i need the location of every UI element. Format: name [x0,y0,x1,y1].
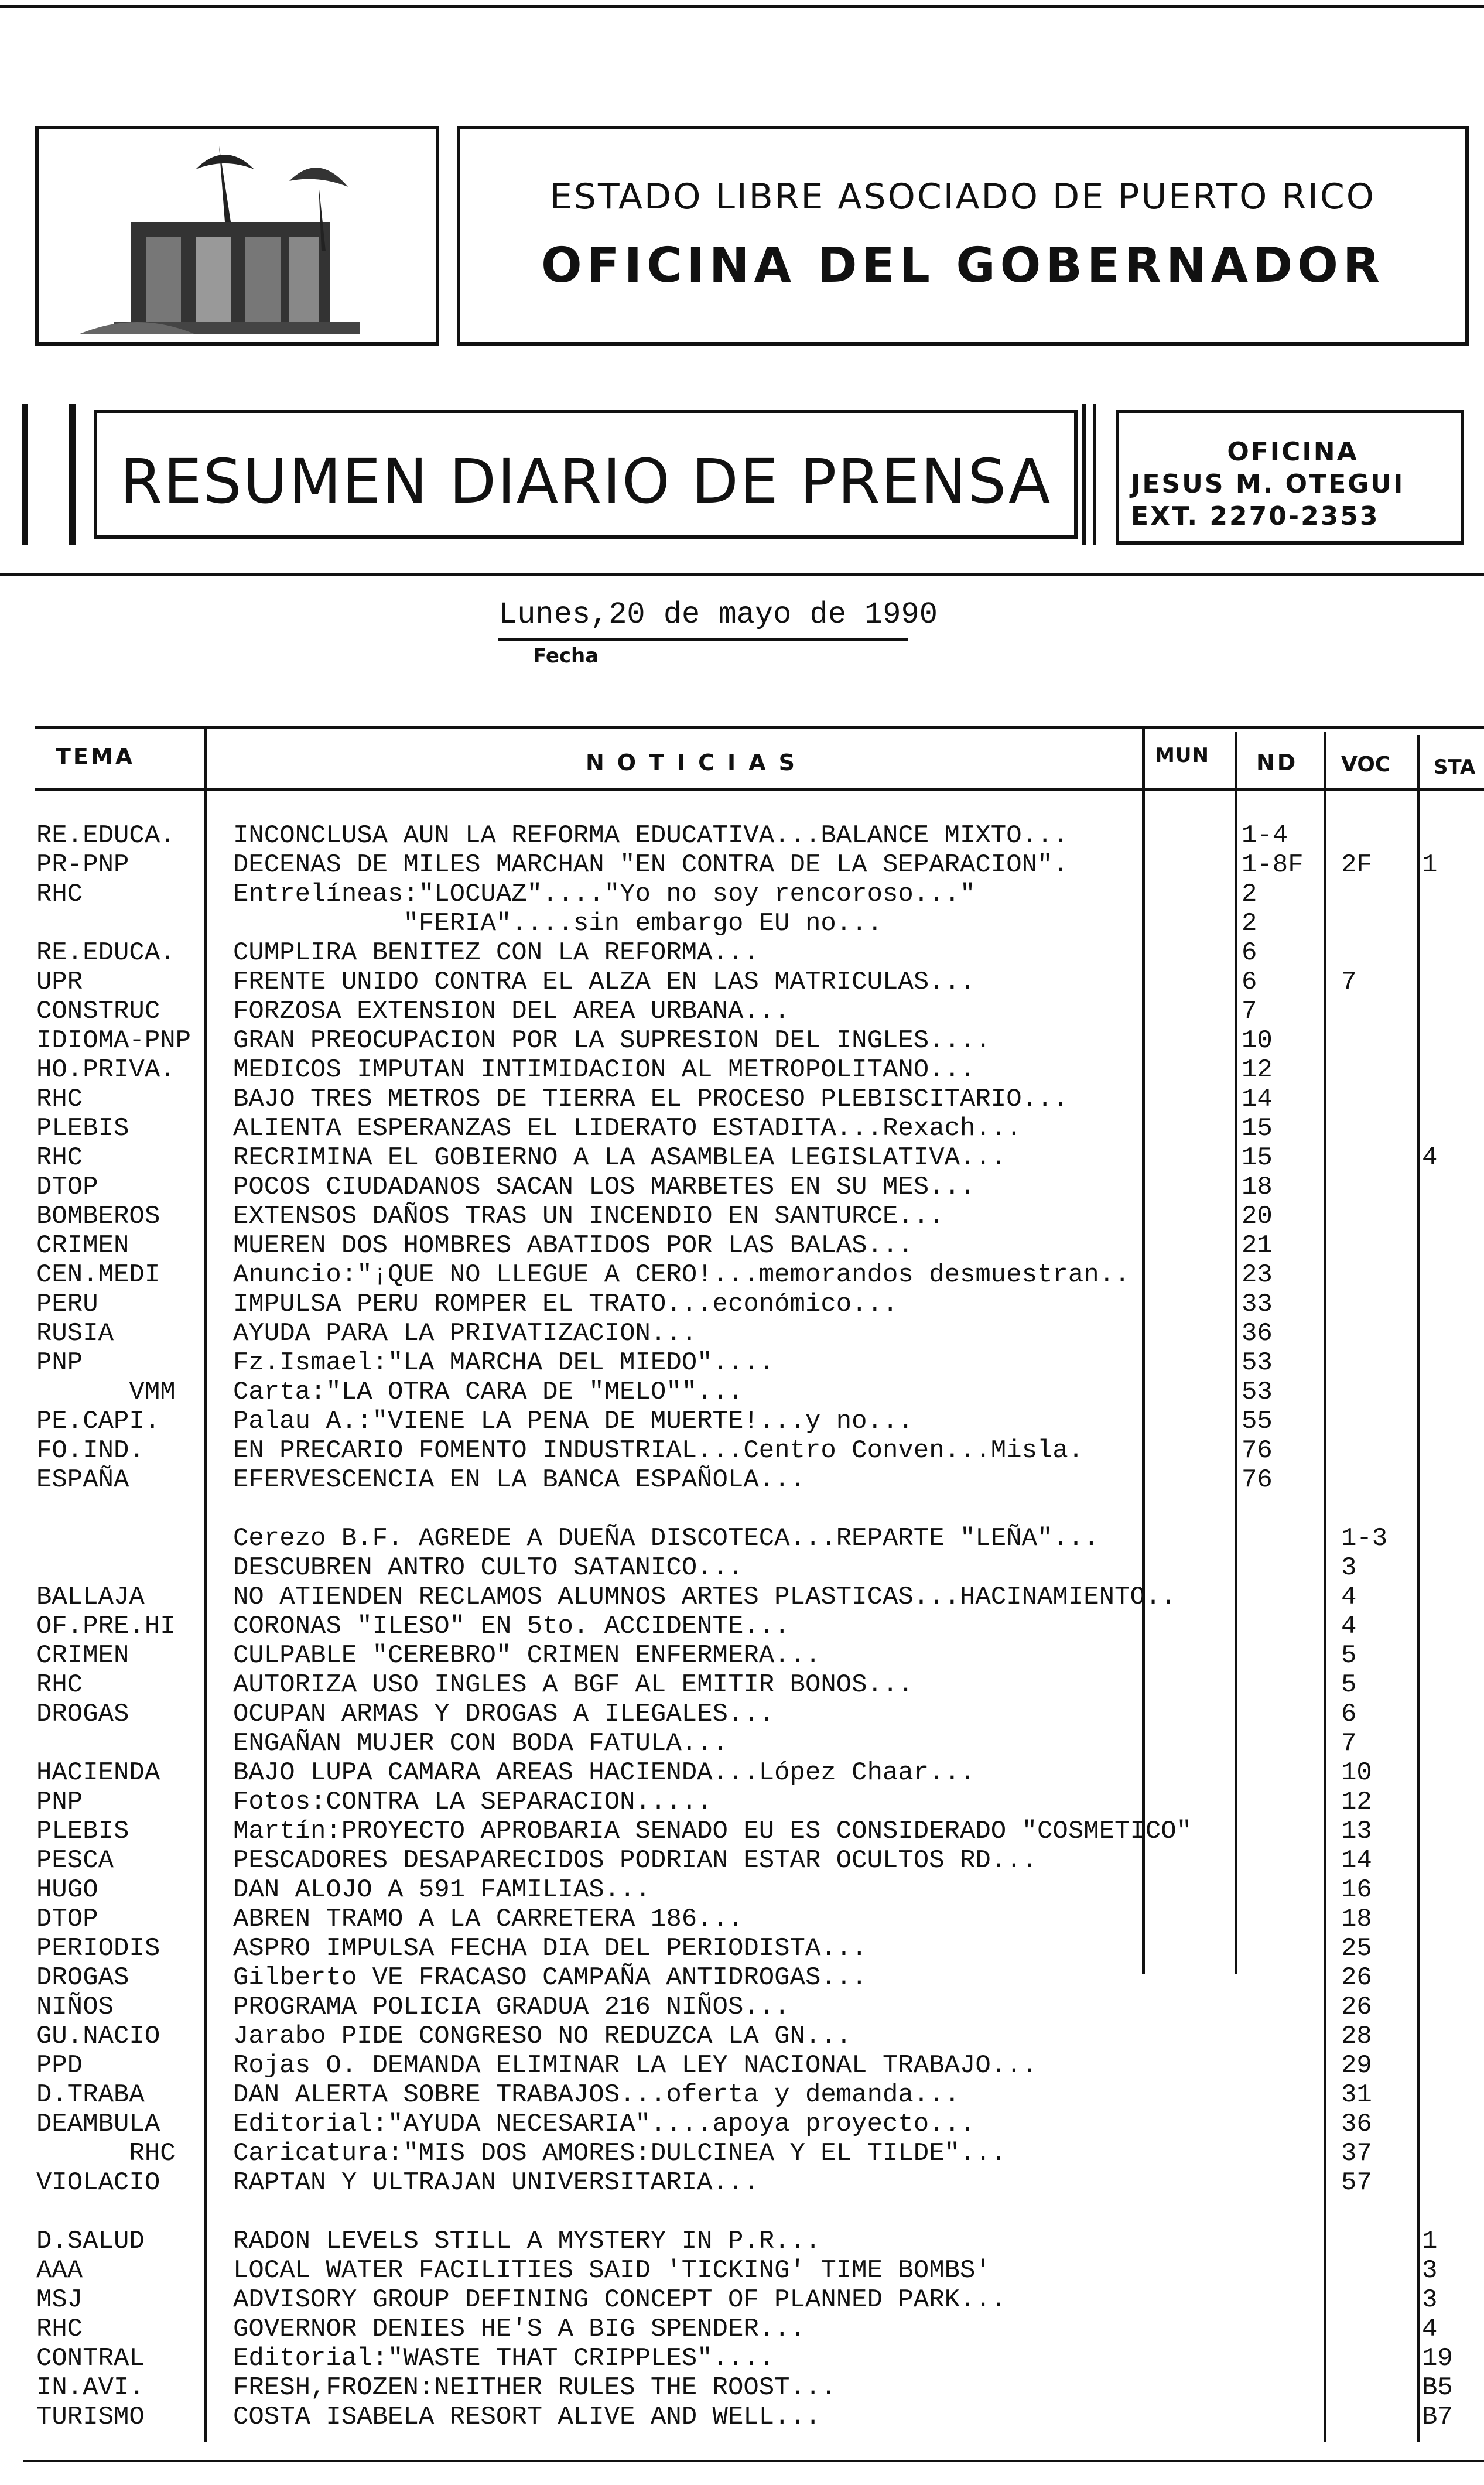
row-noticia: Carta:"LA OTRA CARA DE "MELO""... [233,1377,744,1407]
row-noticia: BAJO TRES METROS DE TIERRA EL PROCESO PLEBISCITARIO... [233,1085,1068,1114]
row-nd: 12 [1242,1055,1273,1085]
row-noticia: MEDICOS IMPUTAN INTIMIDACION AL METROPOLITANO... [233,1055,976,1085]
row-tema: PPD [36,2051,83,2080]
row-nd: 15 [1242,1114,1273,1143]
row-tema: PLEBIS [36,1817,129,1846]
row-voc: 2F [1341,850,1372,880]
row-voc: 4 [1341,1582,1357,1612]
row-tema: CRIMEN [36,1231,129,1260]
contact-ext: EXT. 2270-2353 [1131,501,1380,531]
row-tema: DTOP [36,1905,98,1934]
row-voc: 5 [1341,1670,1357,1700]
row-voc: 57 [1341,2168,1372,2197]
row-tema: RHC [36,1143,83,1173]
row-noticia: FORZOSA EXTENSION DEL AREA URBANA... [233,997,790,1026]
row-tema: PESCA [36,1846,114,1875]
row-noticia: EN PRECARIO FOMENTO INDUSTRIAL...Centro Conven...Misla. [233,1436,1084,1465]
row-noticia: LOCAL WATER FACILITIES SAID 'TICKING' TIME BOMBS' [233,2256,991,2285]
row-nd: 23 [1242,1260,1273,1290]
row-noticia: ADVISORY GROUP DEFINING CONCEPT OF PLANNED PARK... [233,2285,1007,2315]
row-noticia: AUTORIZA USO INGLES A BGF AL EMITIR BONOS... [233,1670,914,1700]
row-nd: 6 [1242,938,1257,968]
row-voc: 13 [1341,1817,1372,1846]
date-value: Lunes,20 de mayo de 1990 [499,597,938,632]
row-noticia: Fz.Ismael:"LA MARCHA DEL MIEDO".... [233,1348,775,1377]
row-tema: NIÑOS [36,1992,114,2022]
row-noticia: MUEREN DOS HOMBRES ABATIDOS POR LAS BALAS... [233,1231,914,1260]
row-tema: OF.PRE.HI [36,1612,176,1641]
oficina-gobernador: OFICINA DEL GOBERNADOR [541,238,1385,293]
row-tema: GU.NACIO [36,2022,160,2051]
row-star: 3 [1422,2285,1438,2315]
row-noticia: CUMPLIRA BENITEZ CON LA REFORMA... [233,938,759,968]
row-tema: RUSIA [36,1319,114,1348]
row-tema: PERU [36,1290,98,1319]
row-noticia: RADON LEVELS STILL A MYSTERY IN P.R... [233,2227,821,2256]
row-tema: FO.IND. [36,1436,145,1465]
col-nd: ND [1256,750,1298,775]
row-tema: RHC [36,1085,83,1114]
row-noticia: POCOS CIUDADANOS SACAN LOS MARBETES EN SU MES... [233,1173,976,1202]
row-noticia: PROGRAMA POLICIA GRADUA 216 NIÑOS... [233,1992,790,2022]
row-star: 4 [1422,2315,1438,2344]
row-noticia: BAJO LUPA CAMARA AREAS HACIENDA...López Chaar... [233,1758,976,1787]
row-nd: 6 [1242,968,1257,997]
row-tema: DROGAS [36,1700,129,1729]
row-voc: 4 [1341,1612,1357,1641]
row-noticia: RAPTAN Y ULTRAJAN UNIVERSITARIA... [233,2168,759,2197]
row-noticia: RECRIMINA EL GOBIERNO A LA ASAMBLEA LEGISLATIVA... [233,1143,1007,1173]
row-tema: RHC [36,2139,176,2168]
estado-line: ESTADO LIBRE ASOCIADO DE PUERTO RICO [550,176,1376,217]
row-noticia: CORONAS "ILESO" EN 5to. ACCIDENTE... [233,1612,790,1641]
row-voc: 12 [1341,1787,1372,1817]
date-label: Fecha [533,644,599,668]
row-tema: PE.CAPI. [36,1407,160,1436]
row-noticia: Editorial:"AYUDA NECESARIA"....apoya proyecto... [233,2110,976,2139]
row-tema: BOMBEROS [36,1202,160,1231]
row-noticia: Editorial:"WASTE THAT CRIPPLES".... [233,2344,775,2373]
row-nd: 20 [1242,1202,1273,1231]
col-tema: TEMA [56,744,135,770]
row-tema: D.TRABA [36,2080,145,2110]
row-tema: MSJ [36,2285,83,2315]
row-noticia: OCUPAN ARMAS Y DROGAS A ILEGALES... [233,1700,775,1729]
row-noticia: Entrelíneas:"LOCUAZ"...."Yo no soy rencoroso..." [233,880,976,909]
row-tema: TURISMO [36,2402,145,2432]
row-star: 1 [1422,850,1438,880]
row-noticia: AYUDA PARA LA PRIVATIZACION... [233,1319,697,1348]
row-voc: 7 [1341,1729,1357,1758]
row-noticia: Caricatura:"MIS DOS AMORES:DULCINEA Y EL TILDE"... [233,2139,1007,2168]
row-tema: UPR [36,968,83,997]
row-nd: 7 [1242,997,1257,1026]
row-nd: 15 [1242,1143,1273,1173]
col-voc: VOC [1341,753,1391,777]
row-voc: 18 [1341,1905,1372,1934]
row-tema: AAA [36,2256,83,2285]
row-voc: 26 [1341,1963,1372,1992]
row-voc: 29 [1341,2051,1372,2080]
row-noticia: DAN ALOJO A 591 FAMILIAS... [233,1875,651,1905]
row-tema: BALLAJA [36,1582,145,1612]
row-tema: ESPAÑA [36,1465,129,1495]
row-noticia: ALIENTA ESPERANZAS EL LIDERATO ESTADITA...Rexach... [233,1114,1022,1143]
row-voc: 36 [1341,2110,1372,2139]
row-voc: 1-3 [1341,1524,1388,1553]
row-voc: 14 [1341,1846,1372,1875]
row-tema: CONSTRUC [36,997,160,1026]
row-noticia: PESCADORES DESAPARECIDOS PODRIAN ESTAR OCULTOS RD... [233,1846,1038,1875]
row-noticia: INCONCLUSA AUN LA REFORMA EDUCATIVA...BALANCE MIXTO... [233,821,1068,850]
row-noticia: "FERIA"....sin embargo EU no... [233,909,883,938]
row-tema: CRIMEN [36,1641,129,1670]
row-tema: PLEBIS [36,1114,129,1143]
row-tema: PERIODIS [36,1934,160,1963]
row-tema: VIOLACIO [36,2168,160,2197]
row-star: 19 [1422,2344,1453,2373]
row-tema: HACIENDA [36,1758,160,1787]
resumen-title: RESUMEN DIARIO DE PRENSA [119,446,1052,517]
row-tema: CONTRAL [36,2344,145,2373]
row-nd: 1-8F [1242,850,1304,880]
row-noticia: EXTENSOS DAÑOS TRAS UN INCENDIO EN SANTURCE... [233,1202,945,1231]
row-voc: 28 [1341,2022,1372,2051]
row-nd: 76 [1242,1436,1273,1465]
row-nd: 2 [1242,909,1257,938]
row-noticia: Fotos:CONTRA LA SEPARACION..... [233,1787,713,1817]
row-noticia: DESCUBREN ANTRO CULTO SATANICO... [233,1553,744,1582]
row-tema: HUGO [36,1875,98,1905]
row-tema: RHC [36,880,83,909]
row-nd: 18 [1242,1173,1273,1202]
row-noticia: EFERVESCENCIA EN LA BANCA ESPAÑOLA... [233,1465,805,1495]
row-voc: 10 [1341,1758,1372,1787]
row-tema: VMM [36,1377,176,1407]
row-nd: 55 [1242,1407,1273,1436]
row-star: 4 [1422,1143,1438,1173]
row-tema: RE.EDUCA. [36,821,176,850]
row-nd: 21 [1242,1231,1273,1260]
row-star: B7 [1422,2402,1453,2432]
row-voc: 3 [1341,1553,1357,1582]
col-noticias: NOTICIAS [586,750,808,775]
col-star: STA [1434,756,1476,779]
row-noticia: NO ATIENDEN RECLAMOS ALUMNOS ARTES PLASTICAS...HACINAMIENTO.. [233,1582,1177,1612]
row-voc: 5 [1341,1641,1357,1670]
row-noticia: ENGAÑAN MUJER CON BODA FATULA... [233,1729,728,1758]
row-voc: 26 [1341,1992,1372,2022]
row-noticia: IMPULSA PERU ROMPER EL TRATO...económico... [233,1290,898,1319]
row-noticia: ABREN TRAMO A LA CARRETERA 186... [233,1905,744,1934]
row-noticia: Gilberto VE FRACASO CAMPAÑA ANTIDROGAS... [233,1963,867,1992]
row-nd: 2 [1242,880,1257,909]
row-noticia: FRESH,FROZEN:NEITHER RULES THE ROOST... [233,2373,836,2402]
row-voc: 7 [1341,968,1357,997]
row-noticia: GOVERNOR DENIES HE'S A BIG SPENDER... [233,2315,805,2344]
row-noticia: COSTA ISABELA RESORT ALIVE AND WELL... [233,2402,821,2432]
row-voc: 37 [1341,2139,1372,2168]
row-tema: PR-PNP [36,850,129,880]
row-tema: CEN.MEDI [36,1260,160,1290]
row-star: 1 [1422,2227,1438,2256]
row-nd: 1-4 [1242,821,1288,850]
row-tema: PNP [36,1787,83,1817]
row-tema: IDIOMA-PNP [36,1026,192,1055]
row-nd: 33 [1242,1290,1273,1319]
row-noticia: CULPABLE "CEREBRO" CRIMEN ENFERMERA... [233,1641,821,1670]
contact-name: JESUS M. OTEGUI [1131,469,1405,499]
row-noticia: Anuncio:"¡QUE NO LLEGUE A CERO!...memorandos desmuestran.. [233,1260,1130,1290]
row-voc: 31 [1341,2080,1372,2110]
row-tema: PNP [36,1348,83,1377]
row-noticia: DECENAS DE MILES MARCHAN "EN CONTRA DE LA SEPARACION". [233,850,1068,880]
row-tema: DTOP [36,1173,98,1202]
row-tema: HO.PRIVA. [36,1055,176,1085]
row-nd: 53 [1242,1377,1273,1407]
row-noticia: GRAN PREOCUPACION POR LA SUPRESION DEL INGLES.... [233,1026,991,1055]
row-noticia: FRENTE UNIDO CONTRA EL ALZA EN LAS MATRICULAS... [233,968,976,997]
row-noticia: Palau A.:"VIENE LA PENA DE MUERTE!...y no... [233,1407,914,1436]
row-tema: D.SALUD [36,2227,145,2256]
row-star: 3 [1422,2256,1438,2285]
row-noticia: Jarabo PIDE CONGRESO NO REDUZCA LA GN... [233,2022,852,2051]
row-tema: IN.AVI. [36,2373,145,2402]
row-tema: RHC [36,1670,83,1700]
row-noticia: Cerezo B.F. AGREDE A DUEÑA DISCOTECA...REPARTE "LEÑA"... [233,1524,1099,1553]
row-noticia: ASPRO IMPULSA FECHA DIA DEL PERIODISTA... [233,1934,867,1963]
row-star: B5 [1422,2373,1453,2402]
row-voc: 16 [1341,1875,1372,1905]
col-mun: MUN [1155,744,1209,767]
row-nd: 10 [1242,1026,1273,1055]
row-nd: 36 [1242,1319,1273,1348]
row-nd: 76 [1242,1465,1273,1495]
row-voc: 6 [1341,1700,1357,1729]
row-voc: 25 [1341,1934,1372,1963]
row-tema: RE.EDUCA. [36,938,176,968]
row-noticia: Martín:PROYECTO APROBARIA SENADO EU ES CONSIDERADO "COSMETICO" [233,1817,1192,1846]
contact-oficina: OFICINA [1227,437,1359,467]
row-tema: DROGAS [36,1963,129,1992]
row-noticia: Rojas O. DEMANDA ELIMINAR LA LEY NACIONAL TRABAJO... [233,2051,1038,2080]
row-tema: RHC [36,2315,83,2344]
row-noticia: DAN ALERTA SOBRE TRABAJOS...oferta y demanda... [233,2080,960,2110]
row-nd: 14 [1242,1085,1273,1114]
row-tema: DEAMBULA [36,2110,160,2139]
row-nd: 53 [1242,1348,1273,1377]
